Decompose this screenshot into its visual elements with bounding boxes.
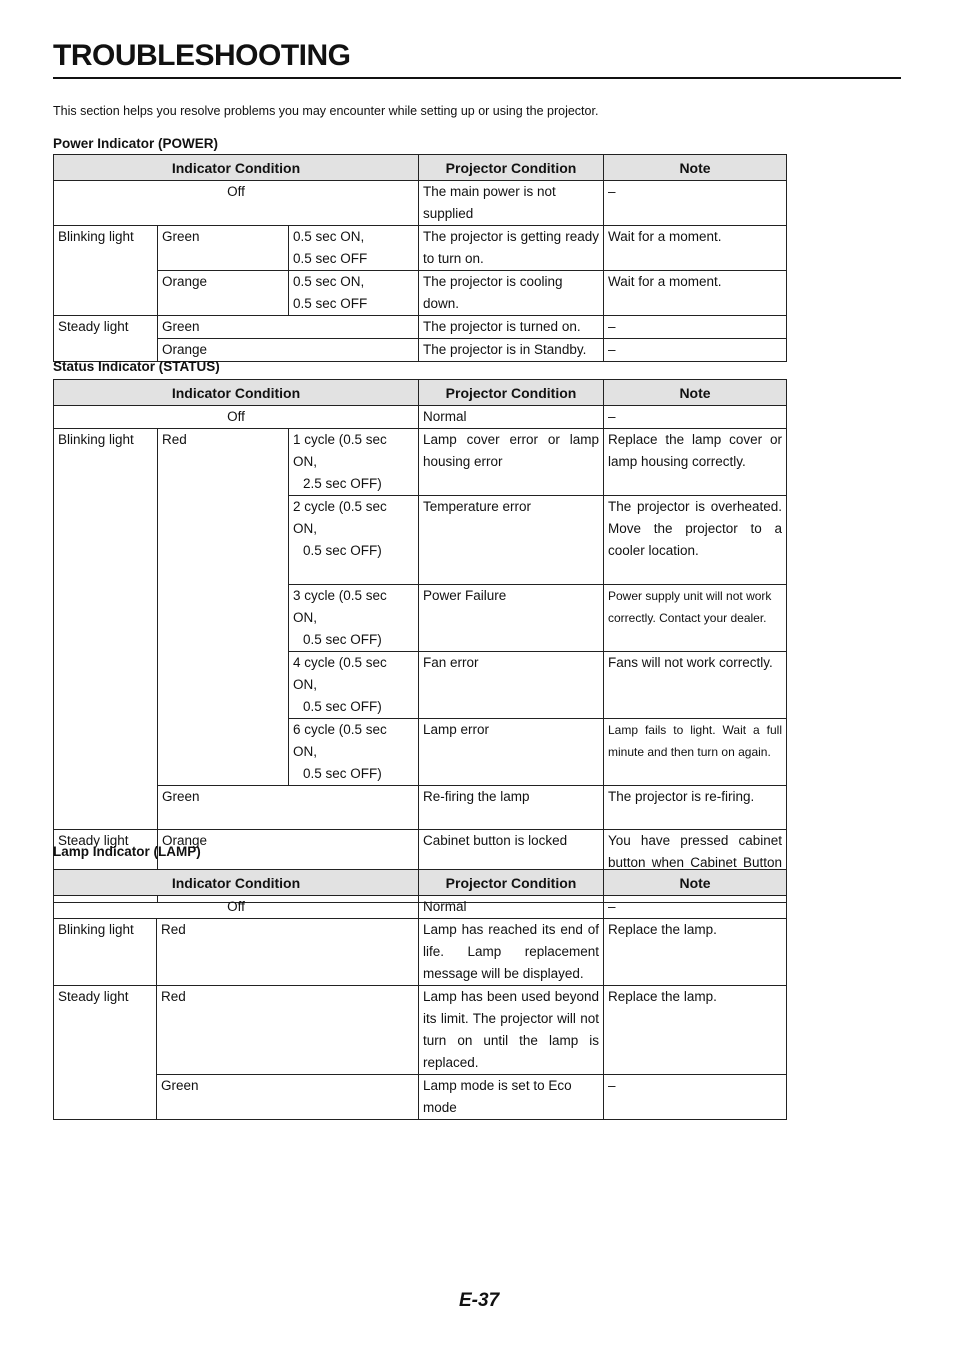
header-projector-condition: Projector Condition — [419, 155, 604, 181]
projector-condition-cell: Lamp has reached its end of life. Lamp replacement message will be displayed. — [419, 919, 604, 986]
color-cell: Green — [158, 316, 419, 339]
note-cell: Lamp fails to light. Wait a full minute and then turn on again. — [604, 719, 787, 786]
status-indicator-table — [53, 379, 787, 903]
header-projector-condition: Projector Condition — [419, 380, 604, 406]
header-note: Note — [604, 380, 787, 406]
color-cell: Red — [157, 986, 419, 1075]
timing-cell — [289, 271, 419, 316]
page-title: TROUBLESHOOTING — [53, 39, 351, 72]
table-row — [54, 986, 787, 1075]
timing-line: 3 cycle (0.5 sec ON, — [293, 588, 387, 625]
color-cell: Red — [158, 429, 289, 786]
note-cell: – — [604, 181, 787, 226]
note-cell: The projector is re-firing. — [604, 786, 787, 830]
projector-condition-cell: Re-firing the lamp — [419, 786, 604, 830]
timing-line: 0.5 sec ON, — [293, 229, 365, 244]
page-number: E-37 — [459, 1290, 500, 1311]
timing-line: 0.5 sec OFF) — [303, 543, 382, 558]
projector-condition-cell: The projector is cooling down. — [419, 271, 604, 316]
table-row — [54, 181, 787, 226]
header-projector-condition: Projector Condition — [419, 870, 604, 896]
note-cell: Wait for a moment. — [604, 226, 787, 271]
color-cell: Green — [158, 786, 419, 830]
timing-line: 6 cycle (0.5 sec ON, — [293, 722, 387, 759]
table-header-row — [54, 380, 787, 406]
color-cell: Green — [157, 1075, 419, 1120]
projector-condition-cell: Normal — [419, 406, 604, 429]
timing-line: 0.5 sec OFF) — [303, 632, 382, 647]
note-cell: Power supply unit will not work correctly. Contact your dealer. — [604, 585, 787, 652]
header-indicator-condition: Indicator Condition — [54, 380, 419, 406]
timing-cell — [289, 429, 419, 496]
table-row — [54, 786, 787, 830]
lamp-section-heading: Lamp Indicator (LAMP) — [53, 844, 201, 859]
note-cell: The projector is overheated. Move the projector to a cooler location. — [604, 496, 787, 585]
timing-line: 0.5 sec ON, — [293, 274, 365, 289]
note-cell: – — [604, 316, 787, 339]
note-cell: Replace the lamp cover or lamp housing correctly. — [604, 429, 787, 496]
projector-condition-cell: Temperature error — [419, 496, 604, 585]
note-cell: Wait for a moment. — [604, 271, 787, 316]
table-row — [54, 316, 787, 339]
table-row — [54, 406, 787, 429]
note-cell: – — [604, 406, 787, 429]
title-rule — [53, 77, 901, 79]
table-header-row — [54, 155, 787, 181]
timing-cell — [289, 652, 419, 719]
note-cell: – — [604, 1075, 787, 1120]
condition-steady: Steady light — [54, 830, 158, 903]
table-row — [54, 1075, 787, 1120]
timing-line: 1 cycle (0.5 sec ON, — [293, 432, 387, 469]
note-cell: Replace the lamp. — [604, 919, 787, 986]
projector-condition-cell: Cabinet button is locked — [419, 830, 604, 903]
timing-line: 0.5 sec OFF) — [303, 699, 382, 714]
color-cell: Orange — [158, 339, 419, 362]
color-cell: Green — [158, 226, 289, 271]
note-cell: – — [604, 339, 787, 362]
timing-cell — [289, 496, 419, 585]
projector-condition-cell: Lamp has been used beyond its limit. The projector will not turn on until the lamp is replaced. — [419, 986, 604, 1075]
projector-condition-cell: Power Failure — [419, 585, 604, 652]
condition-off: Off — [54, 406, 419, 429]
header-note: Note — [604, 870, 787, 896]
projector-condition-cell: The projector is getting ready to turn on. — [419, 226, 604, 271]
status-section-heading: Status Indicator (STATUS) — [53, 359, 220, 374]
table-header-row — [54, 870, 787, 896]
condition-steady: Steady light — [54, 986, 157, 1120]
intro-text: This section helps you resolve problems you may encounter while setting up or using the projector. — [53, 104, 599, 118]
condition-blinking: Blinking light — [54, 429, 158, 830]
table-row — [54, 896, 787, 919]
header-indicator-condition: Indicator Condition — [54, 155, 419, 181]
table-row — [54, 271, 787, 316]
projector-condition-cell: The projector is turned on. — [419, 316, 604, 339]
condition-blinking: Blinking light — [54, 226, 158, 316]
timing-line: 0.5 sec OFF) — [303, 766, 382, 781]
timing-line: 0.5 sec OFF — [293, 296, 368, 311]
note-cell: You have pressed cabinet button when Cabinet Button — [604, 830, 787, 903]
timing-cell — [289, 585, 419, 652]
table-row — [54, 919, 787, 986]
table-row — [54, 429, 787, 496]
projector-condition-cell: Lamp cover error or lamp housing error — [419, 429, 604, 496]
power-section-heading: Power Indicator (POWER) — [53, 136, 219, 151]
table-row — [54, 226, 787, 271]
timing-line: 4 cycle (0.5 sec ON, — [293, 655, 387, 692]
projector-condition-cell: The main power is not supplied — [419, 181, 604, 226]
projector-condition-cell: Lamp error — [419, 719, 604, 786]
condition-blinking: Blinking light — [54, 919, 157, 986]
timing-cell — [289, 226, 419, 271]
timing-line: 2 cycle (0.5 sec ON, — [293, 499, 387, 536]
timing-cell — [289, 719, 419, 786]
timing-line: 0.5 sec OFF — [293, 251, 368, 266]
color-cell: Red — [157, 919, 419, 986]
header-indicator-condition: Indicator Condition — [54, 870, 419, 896]
condition-off: Off — [54, 181, 419, 226]
timing-line: 2.5 sec OFF) — [303, 476, 382, 491]
note-cell: Fans will not work correctly. — [604, 652, 787, 719]
projector-condition-cell: Normal — [419, 896, 604, 919]
color-cell: Orange — [158, 830, 419, 903]
projector-condition-cell: The projector is in Standby. — [419, 339, 604, 362]
condition-off: Off — [54, 896, 419, 919]
note-cell: – — [604, 896, 787, 919]
projector-condition-cell: Lamp mode is set to Eco mode — [419, 1075, 604, 1120]
lamp-indicator-table — [53, 869, 787, 1120]
projector-condition-cell: Fan error — [419, 652, 604, 719]
note-cell: Replace the lamp. — [604, 986, 787, 1075]
header-note: Note — [604, 155, 787, 181]
condition-steady: Steady light — [54, 316, 158, 362]
color-cell: Orange — [158, 271, 289, 316]
power-indicator-table — [53, 154, 787, 362]
